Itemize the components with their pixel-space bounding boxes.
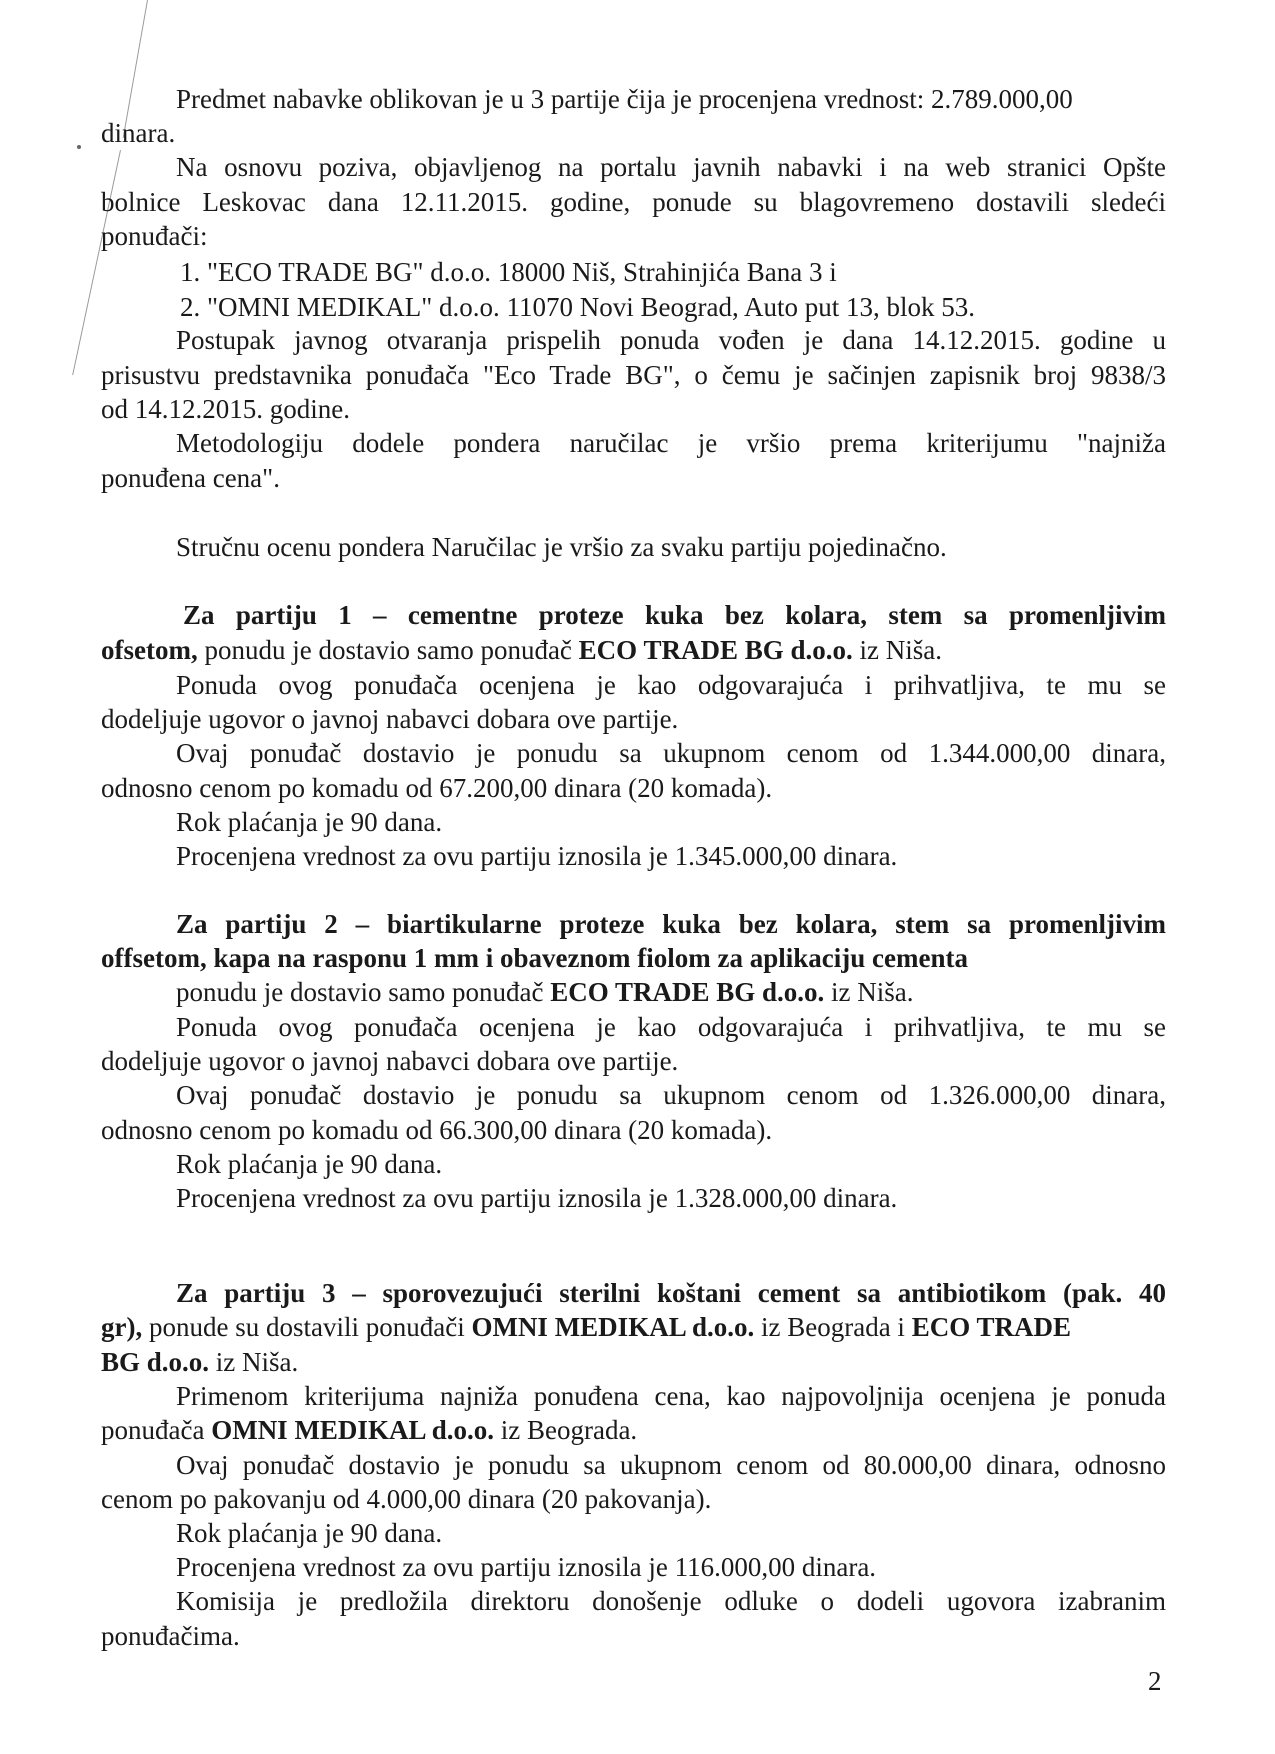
paragraph-line: Ponuda ovog ponuđača ocenjena je kao odgovarajuća i prihvatljiva, te mu se xyxy=(176,1012,1166,1042)
paragraph-line xyxy=(176,975,914,1009)
intro-line: ponuđena cena". xyxy=(101,463,280,493)
text: iz Niša. xyxy=(209,1347,299,1377)
intro-line: Postupak javnog otvaranja prispelih ponuda vođen je dana 14.12.2015. godine u xyxy=(176,325,1166,355)
partija3-heading: Za partiju 3 – sporovezujući sterilni koštani cement sa antibiotikom (pak. 40 xyxy=(176,1278,1166,1308)
paragraph-line: Ovaj ponuđač dostavio je ponudu sa ukupnom cenom od 1.326.000,00 dinara, xyxy=(176,1080,1166,1110)
intro-line: Na osnovu poziva, objavljenog na portalu javnih nabavki i na web stranici Opšte xyxy=(176,152,1166,182)
text: ponudu je dostavio samo ponuđač xyxy=(197,635,579,665)
intro-line: od 14.12.2015. godine. xyxy=(101,394,350,424)
paragraph-line xyxy=(101,1345,298,1379)
company-name: BG d.o.o. xyxy=(101,1347,210,1377)
paragraph-line: Procenjena vrednost za ovu partiju iznosila je 116.000,00 dinara. xyxy=(176,1552,877,1582)
intro-line: dinara. xyxy=(101,118,176,148)
paragraph-line: dodeljuje ugovor o javnoj nabavci dobara ove partije. xyxy=(101,704,679,734)
text: iz Beograda. xyxy=(493,1415,638,1445)
paragraph-line: Procenjena vrednost za ovu partiju iznosila je 1.328.000,00 dinara. xyxy=(176,1183,898,1213)
company-name: ECO TRADE BG d.o.o. xyxy=(578,635,853,665)
text: iz Beograda i xyxy=(754,1312,912,1342)
partija2-heading: Za partiju 2 – biartikularne proteze kuka bez kolara, stem sa promenljivim xyxy=(176,909,1166,939)
paragraph-line: Primenom kriterijuma najniža ponuđena cena, kao najpovoljnija ocenjena je ponuda xyxy=(176,1381,1166,1411)
paragraph-line: Rok plaćanja je 90 dana. xyxy=(176,1149,443,1179)
bidder-list-item: 1. "ECO TRADE BG" d.o.o. 18000 Niš, Strahinjića Bana 3 i xyxy=(180,257,837,287)
paragraph-line: ponuđačima. xyxy=(101,1621,240,1651)
scan-margin-line xyxy=(72,150,121,375)
page-number: 2 xyxy=(1148,1666,1162,1696)
text: ponudu je dostavio samo ponuđač xyxy=(176,977,551,1007)
paragraph-line: Ovaj ponuđač dostavio je ponudu sa ukupnom cenom od 80.000,00 dinara, odnosno xyxy=(176,1450,1166,1480)
company-name: ECO TRADE BG d.o.o. xyxy=(550,977,825,1007)
company-name: ECO TRADE xyxy=(911,1312,1071,1342)
partija1-heading: Za partiju 1 – cementne proteze kuka bez kolara, stem sa promenljivim xyxy=(183,600,1166,630)
paragraph-line: Ponuda ovog ponuđača ocenjena je kao odgovarajuća i prihvatljiva, te mu se xyxy=(176,670,1166,700)
paragraph-line xyxy=(101,1413,637,1447)
intro-line: Metodologiju dodele pondera naručilac je vršio prema kriterijumu "najniža xyxy=(176,428,1166,458)
paragraph-line: Rok plaćanja je 90 dana. xyxy=(176,807,443,837)
scan-speck xyxy=(77,145,81,149)
text: ponude su dostavili ponuđači xyxy=(142,1312,472,1342)
company-name: OMNI MEDIKAL d.o.o. xyxy=(471,1312,755,1342)
paragraph-line: odnosno cenom po komadu od 67.200,00 dinara (20 komada). xyxy=(101,773,773,803)
heading-bold: gr), xyxy=(101,1312,143,1342)
intro-line: Stručnu ocenu pondera Naručilac je vršio za svaku partiju pojedinačno. xyxy=(176,532,947,562)
text: ponuđača xyxy=(101,1415,212,1445)
text: iz Niša. xyxy=(852,635,942,665)
partija1-heading-line2 xyxy=(101,633,942,667)
bidder-list-item: 2. "OMNI MEDIKAL" d.o.o. 11070 Novi Beograd, Auto put 13, blok 53. xyxy=(180,292,975,322)
partija2-heading-line2: offsetom, kapa na rasponu 1 mm i obaveznom fiolom za aplikaciju cementa xyxy=(101,943,968,973)
intro-line: Predmet nabavke oblikovan je u 3 partije čija je procenjena vrednost: 2.789.000,00 xyxy=(176,84,1073,114)
paragraph-line: dodeljuje ugovor o javnoj nabavci dobara ove partije. xyxy=(101,1046,679,1076)
intro-line: ponuđači: xyxy=(101,221,208,251)
heading-bold: ofsetom, xyxy=(101,635,198,665)
text: iz Niša. xyxy=(824,977,914,1007)
company-name: OMNI MEDIKAL d.o.o. xyxy=(211,1415,494,1445)
intro-line: bolnice Leskovac dana 12.11.2015. godine, ponude su blagovremeno dostavili sledeći xyxy=(101,187,1166,217)
intro-line: prisustvu predstavnika ponuđača "Eco Trade BG", o čemu je sačinjen zapisnik broj 9838/3 xyxy=(101,360,1166,390)
paragraph-line: cenom po pakovanju od 4.000,00 dinara (20 pakovanja). xyxy=(101,1484,712,1514)
paragraph-line: Rok plaćanja je 90 dana. xyxy=(176,1518,443,1548)
paragraph-line: odnosno cenom po komadu od 66.300,00 dinara (20 komada). xyxy=(101,1115,773,1145)
partija3-heading-line2 xyxy=(101,1310,1071,1344)
paragraph-line: Ovaj ponuđač dostavio je ponudu sa ukupnom cenom od 1.344.000,00 dinara, xyxy=(176,738,1166,768)
paragraph-line: Procenjena vrednost za ovu partiju iznosila je 1.345.000,00 dinara. xyxy=(176,841,898,871)
paragraph-line: Komisija je predložila direktoru donošenje odluke o dodeli ugovora izabranim xyxy=(176,1586,1166,1616)
